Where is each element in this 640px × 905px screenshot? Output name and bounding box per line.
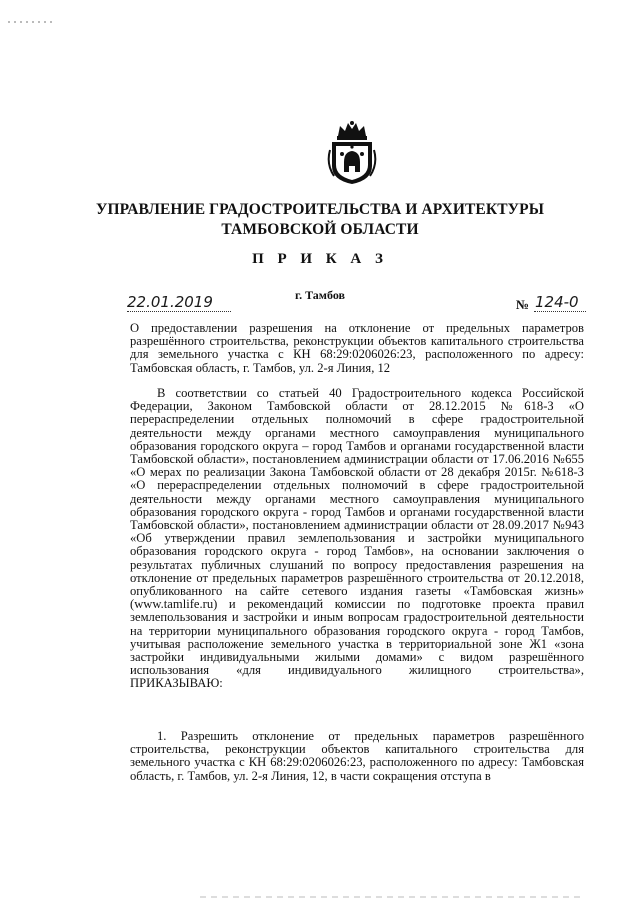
city-label: г. Тамбов xyxy=(295,288,345,302)
page-bottom-scan-marks xyxy=(200,886,580,890)
date-underline xyxy=(127,311,231,312)
order-subject: О предоставлении разрешения на отклонение от предельных параметров разрешённого строительства, реконструкции объектов капитального строительства для земельного участка с КН 68:29:0206026:23, расположенного по адресу: Тамбовская область, г. Тамбов, ул. 2-я Линия, 12 xyxy=(130,321,584,375)
order-number-handwritten: 124-0 xyxy=(535,293,579,311)
organization-name-line1: УПРАВЛЕНИЕ ГРАДОСТРОИТЕЛЬСТВА И АРХИТЕКТУРЫ xyxy=(95,201,545,218)
body-paragraph-preamble: В соответствии со статьей 40 Градостроительного кодекса Российской Федерации, Законом Тамбовской области от 28.12.2015 №618-З «О перераспределении отдельных полномочий в сфере градостроительной деятельности между органами местного самоуправления муниципального образования городского округа – город Тамбов и органами государственной власти Тамбовской области», постановлением администрации области от 17.06.2016 №655 «О мерах по реализации Закона Тамбовской области от 28 декабря 2015г. №618-З «О перераспределении отдельных полномочий в сфере градостроительной деятельности между органами местного самоуправления муниципального образования городского округа - город Тамбов и органами государственной власти Тамбовской области», постановлением администрации области от 28.09.2017 №943 «Об утверждении правил землепользования и застройки муниципального образования городского округа - город Тамбов», на основании заключения о результатах публичных слушаний по вопросу предоставления разрешения на отклонение от предельных параметров разрешённого строительства от 20.12.2018, опубликованного на сайте сетевого издания газеты «Тамбовская жизнь» (www.tamlife.ru) и рекомендаций комиссии по подготовке проекта правил землепользования и застройки и иным вопросам градостроительной деятельности на территории муниципального образования городского округа - город Тамбов, учитывая расположение земельного участка в территориальной зоне Ж1 «зона застройки индивидуальными жилыми домами» с видом разрешённого использования «для индивидуального жилищного строительства», ПРИКАЗЫВАЮ: xyxy=(130,386,584,691)
order-number-label: № xyxy=(516,297,530,312)
tambov-coat-of-arms-icon xyxy=(326,120,378,186)
date-handwritten: 22.01.2019 xyxy=(127,293,213,311)
organization-name-line2: ТАМБОВСКОЙ ОБЛАСТИ xyxy=(221,221,419,238)
number-underline xyxy=(534,311,586,312)
body-paragraph-item-1: 1. Разрешить отклонение от предельных параметров разрешённого строительства, реконструкции объектов капитального строительства для земельного участка с КН 68:29:0206026:23, расположенного по адресу: Тамбовская область, г. Тамбов, ул. 2-я Линия, 12, в части сокращения отступа в xyxy=(130,729,584,783)
document-type-title: П Р И К А З xyxy=(252,251,388,267)
scan-artifact-mark xyxy=(8,12,54,18)
